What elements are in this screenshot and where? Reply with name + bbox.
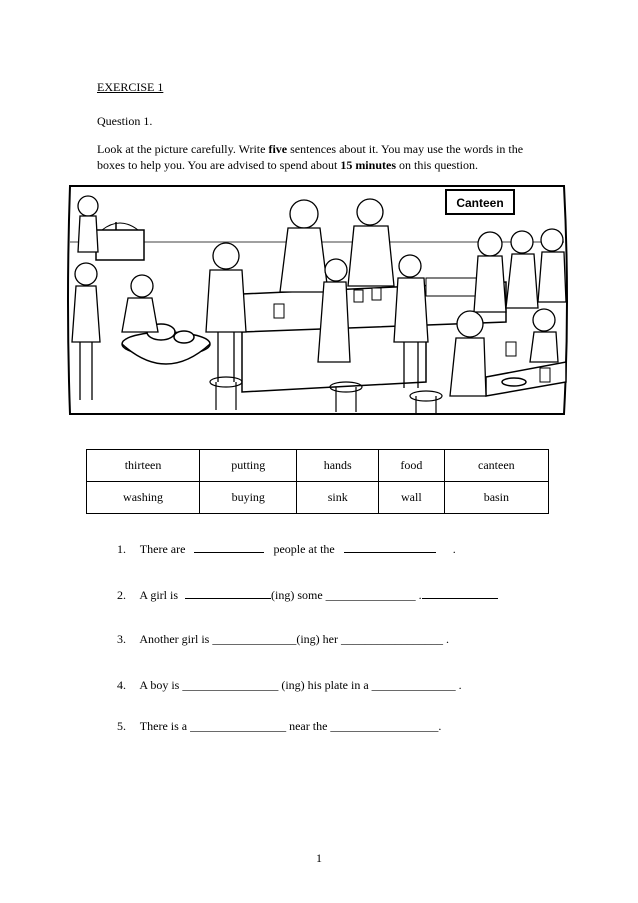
answer-blank-2a[interactable] — [185, 587, 271, 599]
question-3-text: Another girl is ______________(ing) her _________________ . — [139, 632, 449, 646]
word-cell: buying — [200, 482, 297, 514]
word-box-row — [87, 450, 549, 482]
question-1-text-b: people at the — [273, 542, 335, 556]
question-5-text: There is a ________________ near the __________________. — [139, 719, 442, 733]
word-cell: washing — [87, 482, 200, 514]
question-2-text-a: A girl is — [139, 588, 179, 602]
word-cell: canteen — [444, 450, 548, 482]
question-1 — [117, 541, 456, 557]
word-cell: hands — [297, 450, 379, 482]
table-drawing — [486, 362, 566, 396]
question-2 — [117, 587, 498, 603]
word-box — [86, 449, 549, 514]
question-1-text-a: There are — [139, 542, 186, 556]
instruction-part2: sentences about it. You may use the words in the boxes to help you. You are advised to spend about — [97, 142, 524, 172]
sink-drawing — [96, 222, 144, 260]
instruction-part3: on this question. — [395, 158, 478, 172]
question-number: Question 1. — [97, 114, 153, 128]
answer-blank-2c[interactable] — [422, 587, 498, 599]
word-cell: putting — [200, 450, 297, 482]
question-5-number: 5. — [117, 719, 126, 733]
word-cell: thirteen — [87, 450, 200, 482]
answer-blank-1a[interactable] — [194, 541, 264, 553]
question-4-number: 4. — [117, 678, 126, 692]
question-4 — [117, 678, 462, 693]
word-cell: food — [378, 450, 444, 482]
word-box-row — [87, 482, 549, 514]
word-cell: wall — [378, 482, 444, 514]
instruction-bold-minutes: 15 minutes — [340, 158, 396, 172]
canteen-illustration — [66, 182, 570, 418]
question-5 — [117, 719, 441, 734]
answer-blank-1b[interactable] — [344, 541, 436, 553]
canteen-sign-text: Canteen — [456, 196, 504, 210]
page-number: 1 — [316, 851, 322, 865]
question-2-text-b: (ing) some _______________ . — [271, 588, 422, 602]
question-1-text-c: . — [452, 542, 456, 556]
exercise-title: EXERCISE 1 — [97, 80, 164, 94]
canteen-sign — [446, 190, 514, 214]
question-3 — [117, 632, 449, 647]
question-3-number: 3. — [117, 632, 126, 646]
instruction-bold-five: five — [268, 142, 288, 156]
question-4-text: A boy is ________________ (ing) his plate in a ______________ . — [139, 678, 462, 692]
instruction-part1: Look at the picture carefully. Write — [97, 142, 269, 156]
word-cell: basin — [444, 482, 548, 514]
question-1-number: 1. — [117, 542, 126, 556]
question-2-number: 2. — [117, 588, 126, 602]
word-cell: sink — [297, 482, 379, 514]
instruction-text — [97, 141, 552, 173]
